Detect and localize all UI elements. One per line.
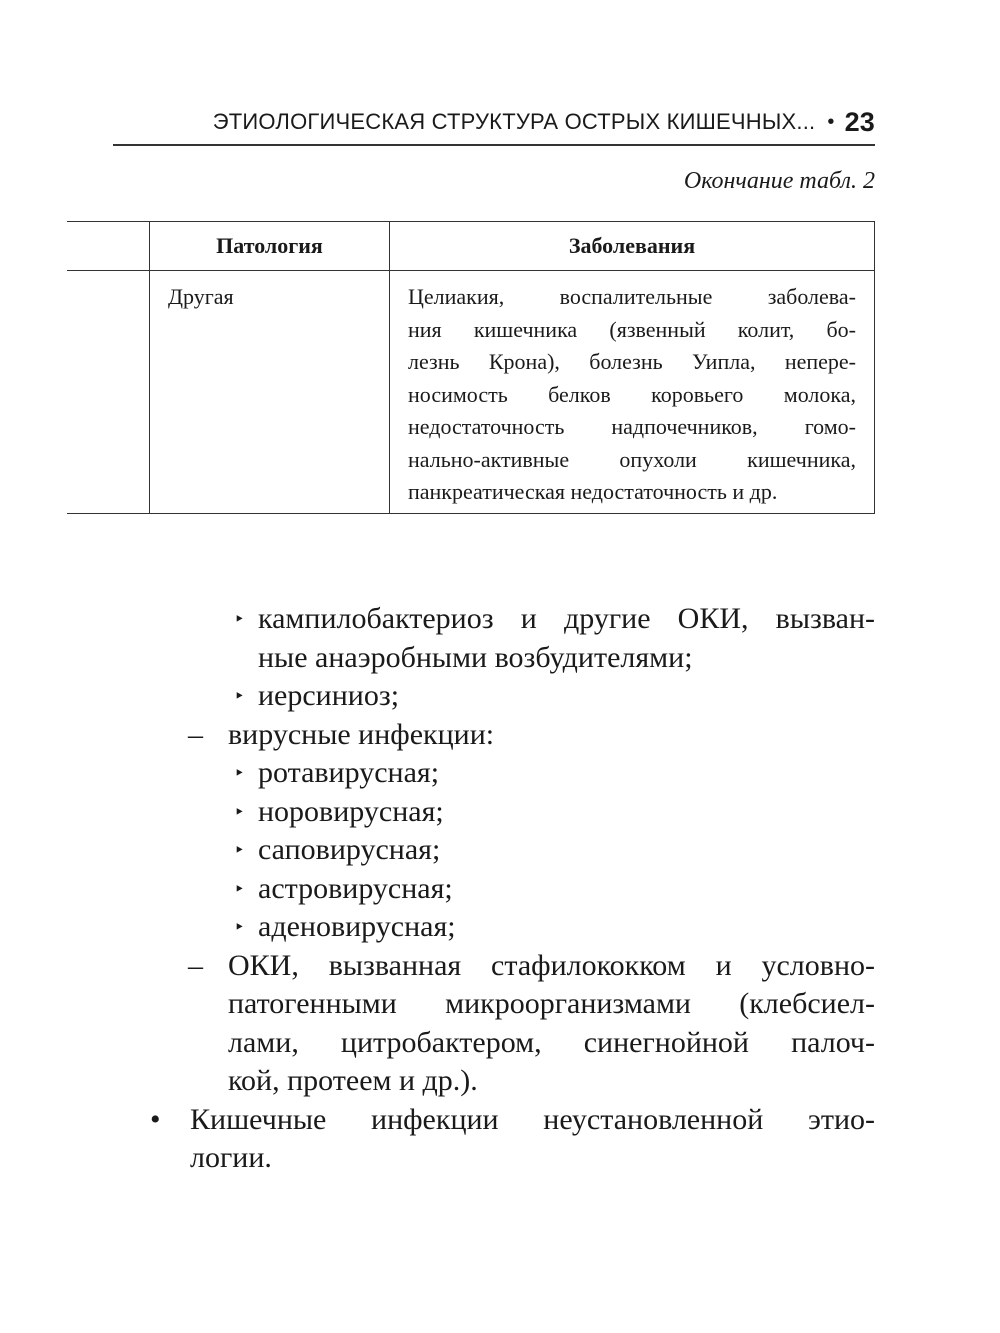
running-header bbox=[113, 100, 875, 146]
list-item-line: ротавирусная; bbox=[258, 756, 440, 789]
triangle-bullet-icon: ‣ bbox=[234, 917, 245, 937]
list-item bbox=[188, 947, 875, 1101]
triangle-bullet-icon: ‣ bbox=[234, 801, 245, 822]
list-item bbox=[234, 754, 875, 793]
list-item bbox=[234, 793, 875, 832]
table-caption: Окончание табл. 2 bbox=[683, 168, 875, 194]
diseases-line: недостаточность надпочечников, гомо- bbox=[408, 414, 856, 439]
list-item-line: лами, цитробактером, синегнойной палоч- bbox=[228, 1025, 875, 1059]
table-cell-blank bbox=[67, 271, 150, 514]
list-item bbox=[234, 677, 875, 716]
diseases-line: лезнь Крона), болезнь Уипла, непере- bbox=[408, 349, 856, 374]
round-bullet-icon: • bbox=[150, 1102, 161, 1136]
diseases-line: носимость белков коровьего молока, bbox=[408, 381, 856, 407]
list-item-line: логии. bbox=[190, 1141, 272, 1174]
list-item-line: кампилобактериоз и другие ОКИ, вызван- bbox=[258, 602, 875, 635]
body-list bbox=[0, 600, 1000, 1178]
diseases-line: панкреатическая недостаточность и др. bbox=[408, 479, 778, 504]
table-cell-pathology: Другая bbox=[150, 271, 390, 514]
list-item-line: саповирусная; bbox=[258, 833, 441, 866]
list-item bbox=[234, 908, 875, 947]
list-item bbox=[188, 716, 875, 755]
diseases-line: нально-активные опухоли кишечника, bbox=[408, 446, 856, 472]
list-item bbox=[150, 1101, 875, 1178]
table-header-pathology: Патология bbox=[150, 222, 390, 271]
header-separator: • bbox=[827, 110, 835, 133]
list-item-line: аденовирусная; bbox=[258, 910, 456, 943]
list-item bbox=[234, 600, 875, 677]
table-header-blank bbox=[67, 222, 150, 271]
diseases-line: Целиакия, воспалительные заболева- bbox=[408, 284, 856, 309]
running-header-title: ЭТИОЛОГИЧЕСКАЯ СТРУКТУРА ОСТРЫХ КИШЕЧНЫХ... bbox=[212, 109, 816, 134]
list-item-line: патогенными микроорганизмами (клебсиел- bbox=[228, 987, 875, 1020]
page-number: 23 bbox=[844, 106, 875, 137]
list-item-line: астровирусная; bbox=[258, 871, 453, 905]
list-item-line: ные анаэробными возбудителями; bbox=[258, 640, 693, 674]
list-item-line: норовирусная; bbox=[258, 794, 444, 828]
table-header-row bbox=[67, 222, 875, 271]
list-item-line: иерсиниоз; bbox=[258, 679, 400, 712]
list-item-line: кой, протеем и др.). bbox=[228, 1064, 478, 1097]
table-cell-diseases bbox=[390, 271, 875, 514]
list-item-line: ОКИ, вызванная стафилококком и условно- bbox=[228, 948, 875, 982]
list-item bbox=[234, 870, 875, 909]
disease-table bbox=[67, 221, 875, 514]
triangle-bullet-icon: ‣ bbox=[234, 840, 245, 860]
list-item-line: Кишечные инфекции неустановленной этио- bbox=[190, 1102, 875, 1136]
triangle-bullet-icon: ‣ bbox=[234, 609, 245, 629]
dash-bullet-icon: – bbox=[188, 717, 203, 751]
diseases-line: ния кишечника (язвенный колит, бо- bbox=[408, 316, 856, 342]
list-item-line: вирусные инфекции: bbox=[228, 717, 495, 751]
triangle-bullet-icon: ‣ bbox=[234, 686, 245, 706]
triangle-bullet-icon: ‣ bbox=[234, 763, 245, 783]
dash-bullet-icon: – bbox=[188, 948, 203, 982]
table-header-diseases: Заболевания bbox=[390, 222, 875, 271]
list-item bbox=[234, 831, 875, 870]
triangle-bullet-icon: ‣ bbox=[234, 878, 245, 899]
table-row bbox=[67, 271, 875, 514]
